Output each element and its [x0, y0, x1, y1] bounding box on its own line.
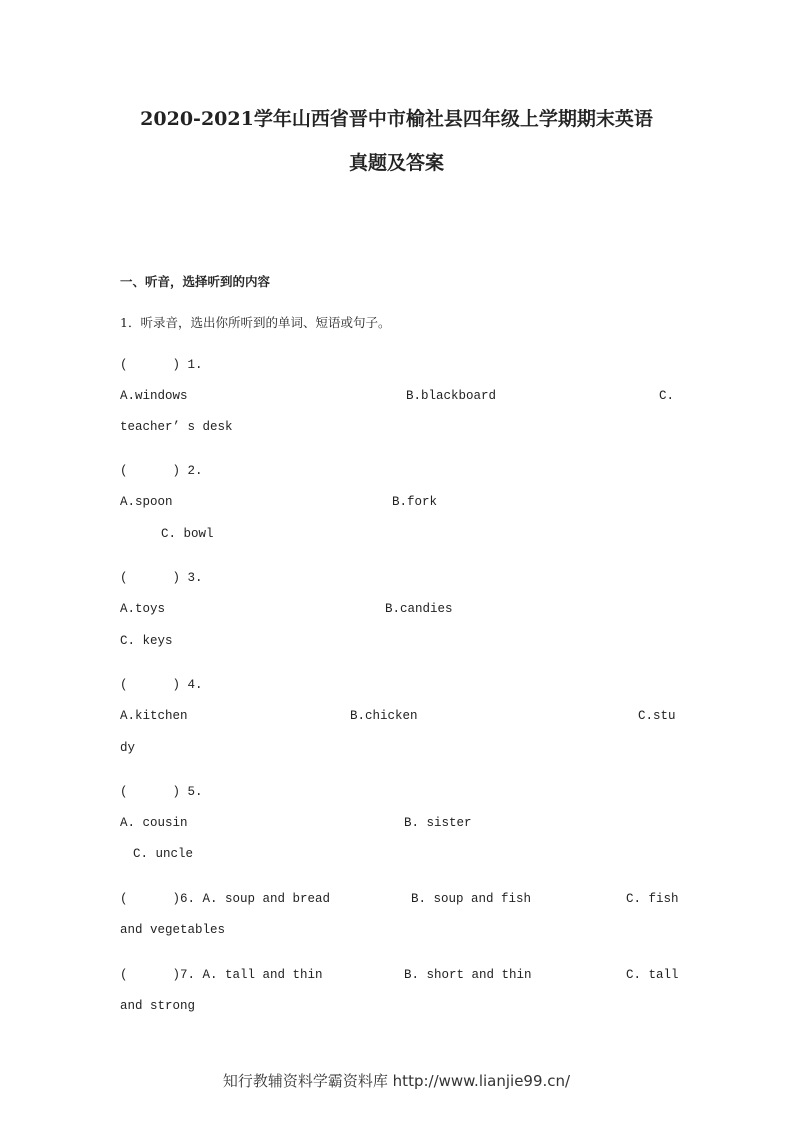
question-6-number-and-option-a: ( )6. A. soup and bread: [120, 892, 331, 906]
question-3-number: ( ) 3.: [120, 571, 203, 585]
question-7-option-c-part2: and strong: [120, 999, 196, 1013]
question-1-option-a: A.windows: [120, 389, 188, 403]
page-title-line-1: 2020-2021学年山西省晋中市榆社县四年级上学期期末英语: [140, 108, 653, 130]
question-4-option-a: A.kitchen: [120, 709, 188, 723]
question-4-option-c-part1: C.stu: [638, 709, 676, 723]
question-2-option-a: A.spoon: [120, 495, 173, 509]
question-1-option-b: B.blackboard: [406, 389, 497, 403]
question-3-option-c: C. keys: [120, 634, 173, 648]
question-2-number: ( ) 2.: [120, 464, 203, 478]
question-5-option-a: A. cousin: [120, 816, 188, 830]
question-4-number: ( ) 4.: [120, 678, 203, 692]
page-title-line-2: 真题及答案: [348, 152, 444, 174]
section-heading: 一、听音，选择听到的内容: [120, 274, 271, 289]
question-6-option-c-part2: and vegetables: [120, 923, 226, 937]
question-6-option-b: B. soup and fish: [411, 892, 532, 906]
question-6-option-c-part1: C. fish: [626, 892, 679, 906]
question-7-number-and-option-a: ( )7. A. tall and thin: [120, 968, 323, 982]
footer-link[interactable]: 知行教辅资料学霸资料库 http://www.lianjie99.cn/: [222, 1072, 571, 1090]
question-3-option-a: A.toys: [120, 602, 166, 616]
question-5-number: ( ) 5.: [120, 785, 203, 799]
question-1-number: ( ) 1.: [120, 358, 203, 372]
question-7-option-c-part1: C. tall: [626, 968, 679, 982]
question-4-option-b: B.chicken: [350, 709, 418, 723]
question-3-option-b: B.candies: [385, 602, 453, 616]
question-7-option-b: B. short and thin: [404, 968, 532, 982]
question-2-option-c: C. bowl: [161, 527, 214, 541]
question-5-option-b: B. sister: [404, 816, 472, 830]
question-1-option-c-part2: teacher’ s desk: [120, 420, 233, 434]
question-5-option-c: C. uncle: [133, 847, 194, 861]
question-4-option-c-part2: dy: [120, 741, 136, 755]
question-2-option-b: B.fork: [392, 495, 438, 509]
instruction-text: 1．听录音，选出你所听到的单词、短语或句子。: [120, 315, 391, 330]
question-1-option-c-part1: C.: [659, 389, 675, 403]
